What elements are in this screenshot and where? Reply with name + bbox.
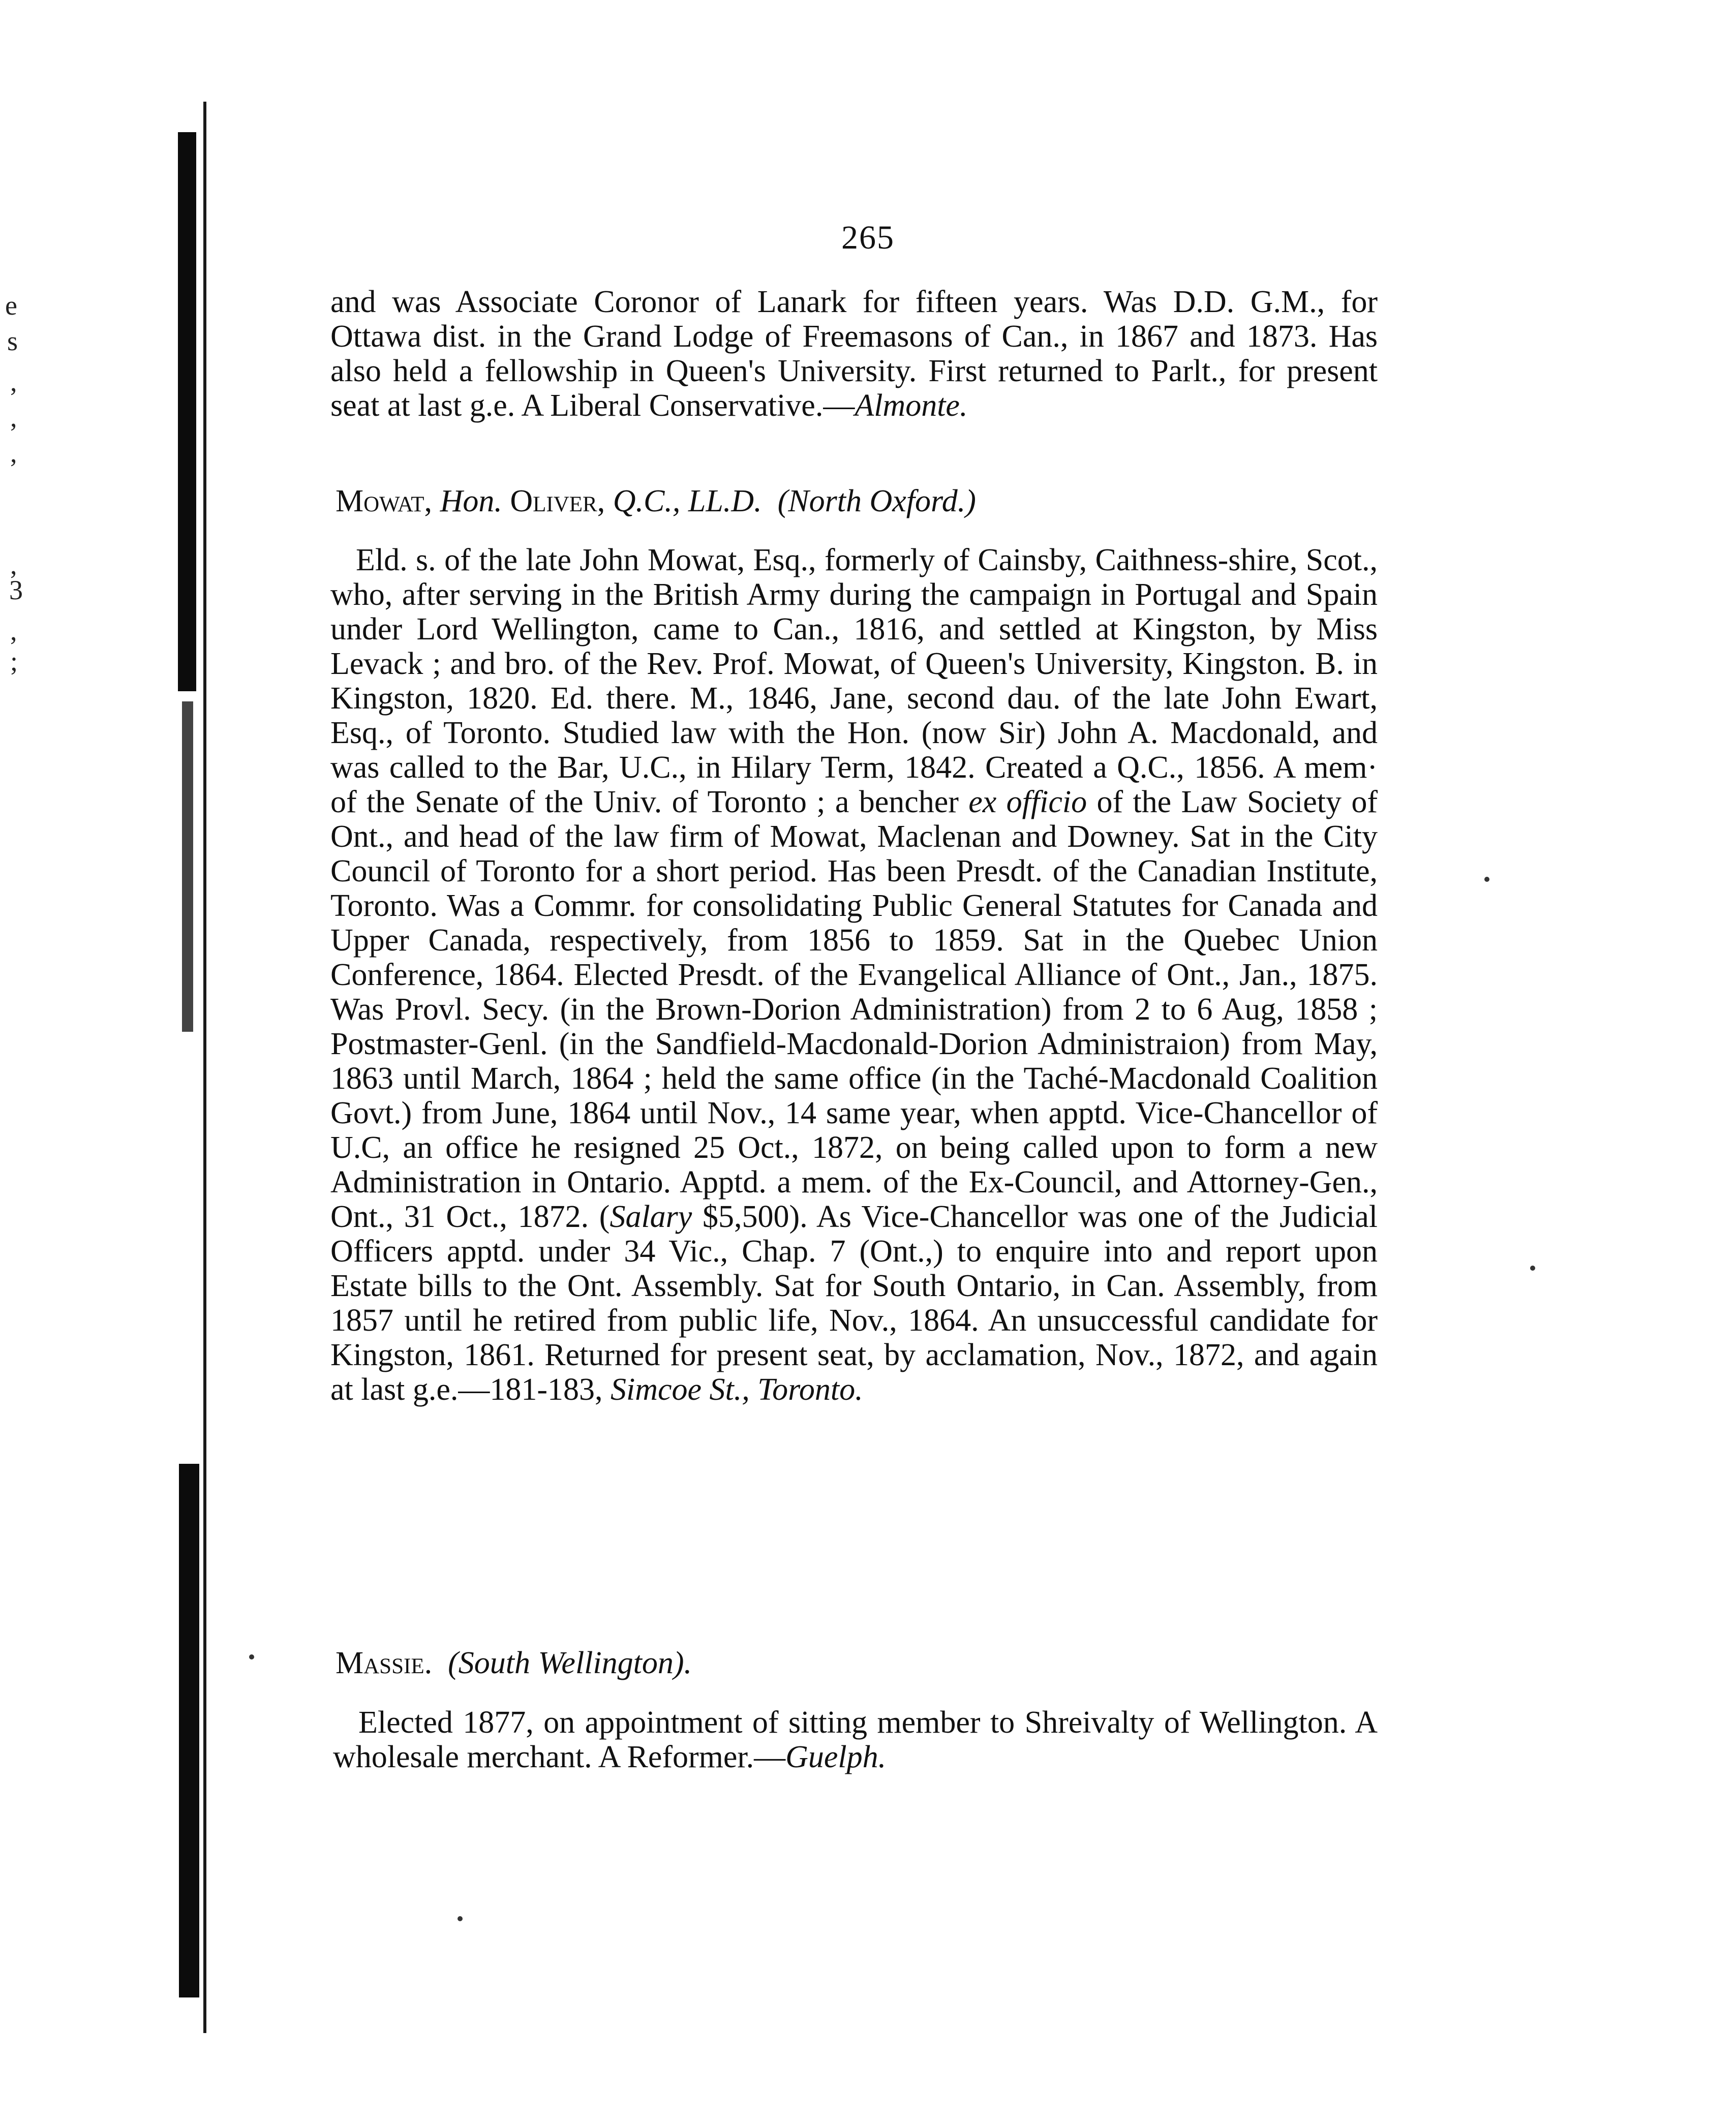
mowat-riding: (North Oxford.) [777,484,976,518]
scan-edge-line [203,102,206,2033]
massie-surname: Massie. [336,1646,433,1680]
mowat-bio-part3: $5,500). As Vice-Chancellor was one of the Judicial Officers apptd. under 34 Vic., Chap. 7 (Ont.,) to enquire into and report upon Estate bills to the Ont. Assembly. Sat for South Ontario, in Can. Assembly, from 1857 until he retired from public life, Nov., 1864. An unsuccessful candidate for Kingston, 1861. Returned for present seat, by acclamation, Nov., 1872, and again at last g.e.—181-183, [330,1200,1378,1407]
scan-speck [1530,1266,1535,1271]
mowat-surname: Mowat, [336,484,433,518]
mowat-bio-exofficio: ex officio [968,785,1087,819]
mowat-given-name: Oliver, [510,484,605,518]
scan-margin-mark: e [5,290,17,321]
mowat-address-city: Toronto. [757,1372,863,1407]
continuation-text: and was Associate Coronor of Lanark for fifteen years. Was D.D. G.M., for Ottawa dist. in the Grand Lodge of Freemasons of Can., in 1867 and 1873. Has also held a fellowship in Queen's University. First returned to Parlt., for present seat at last g.e. A Liberal Conservative.— [330,285,1378,423]
continuation-entry [330,285,1378,423]
continuation-paragraph [330,285,1378,423]
massie-place: Guelph. [785,1740,887,1774]
massie-bio: Elected 1877, on appointment of sitting member to Shreivalty of Wellington. A wholesale merchant. A Reformer.— [333,1705,1378,1774]
massie-biography [333,1705,1378,1774]
mowat-bio-part1: Eld. s. of the late John Mowat, Esq., formerly of Cainsby, Caithness-shire, Scot., who, after serving in the British Army during the campaign in Portugal and Spain under Lord Wellington, came to Can., 1816, and settled at Kingston, by Miss Levack ; and bro. of the Rev. Prof. Mowat, of Queen's University, Kingston. B. in Kingston, 1820. Ed. there. M., 1846, Jane, second dau. of the late John Ewart, Esq., of Toronto. Studied law with the Hon. (now Sir) John A. Macdonald, and was called to the Bar, U.C., in Hilary Term, 1842. Created a Q.C., 1856. A mem· of the Senate of the Univ. of Toronto ; a bencher [330,543,1378,819]
massie-entry [333,1705,1378,1774]
entry-heading-massie [336,1646,692,1680]
scan-margin-mark: , [10,402,17,433]
scan-margin-mark: 3 [9,575,23,605]
mowat-entry [330,543,1378,1407]
scan-speck [1484,877,1489,882]
scan-margin-mark: ; [10,646,18,676]
massie-riding: (South Wellington). [448,1646,692,1680]
scan-margin-mark: , [10,549,17,580]
mowat-salary-label: Salary [610,1200,692,1234]
scan-margin-mark: s [7,326,18,356]
scan-speck [458,1916,463,1921]
scan-margin-mark: , [10,366,17,397]
mowat-bio-part2: of the Law Society of Ont., and head of the law firm of Mowat, Maclenan and Downey. Sat in the City Council of Toronto for a short period. Has been Presdt. of the Canadian Institute, Toronto. Was a Commr. for consolidating Public General Statutes for Canada and Upper Canada, respectively, from 1856 to 1859. Sat in the Quebec Union Conference, 1864. Elected Presdt. of the Evangelical Alliance of Ont., Jan., 1875. Was Provl. Secy. (in the Brown-Dorion Administration) from 2 to 6 Aug, 1858 ; Postmaster-Genl. (in the Sandfield-Macdonald-Dorion Administraion) from May, 1863 until March, 1864 ; held the same office (in the Taché-Macdonald Coalition Govt.) from June, 1864 until Nov., 14 same year, when apptd. Vice-Chancellor of U.C, an office he resigned 25 Oct., 1872, on being called upon to form a new Administration in Ontario. Apptd. a mem. of the Ex-Council, and Attorney-Gen., Ont., 31 Oct., 1872. ( [330,785,1378,1234]
page-number: 265 [841,219,895,256]
scan-margin-mark: , [10,438,17,468]
mowat-biography [330,543,1378,1407]
mowat-honorific: Hon. [440,484,502,518]
scan-margin-mark: , [10,616,17,646]
continuation-place: Almonte. [855,388,968,423]
mowat-address-street: Simcoe St., [611,1372,750,1407]
scan-edge-bar-mid [182,701,193,1032]
scan-edge-bar-bottom [179,1464,199,1997]
scan-speck [249,1654,254,1659]
scan-edge-bar-top [178,132,196,691]
mowat-titles: Q.C., LL.D. [613,484,762,518]
entry-heading-mowat [336,484,976,518]
